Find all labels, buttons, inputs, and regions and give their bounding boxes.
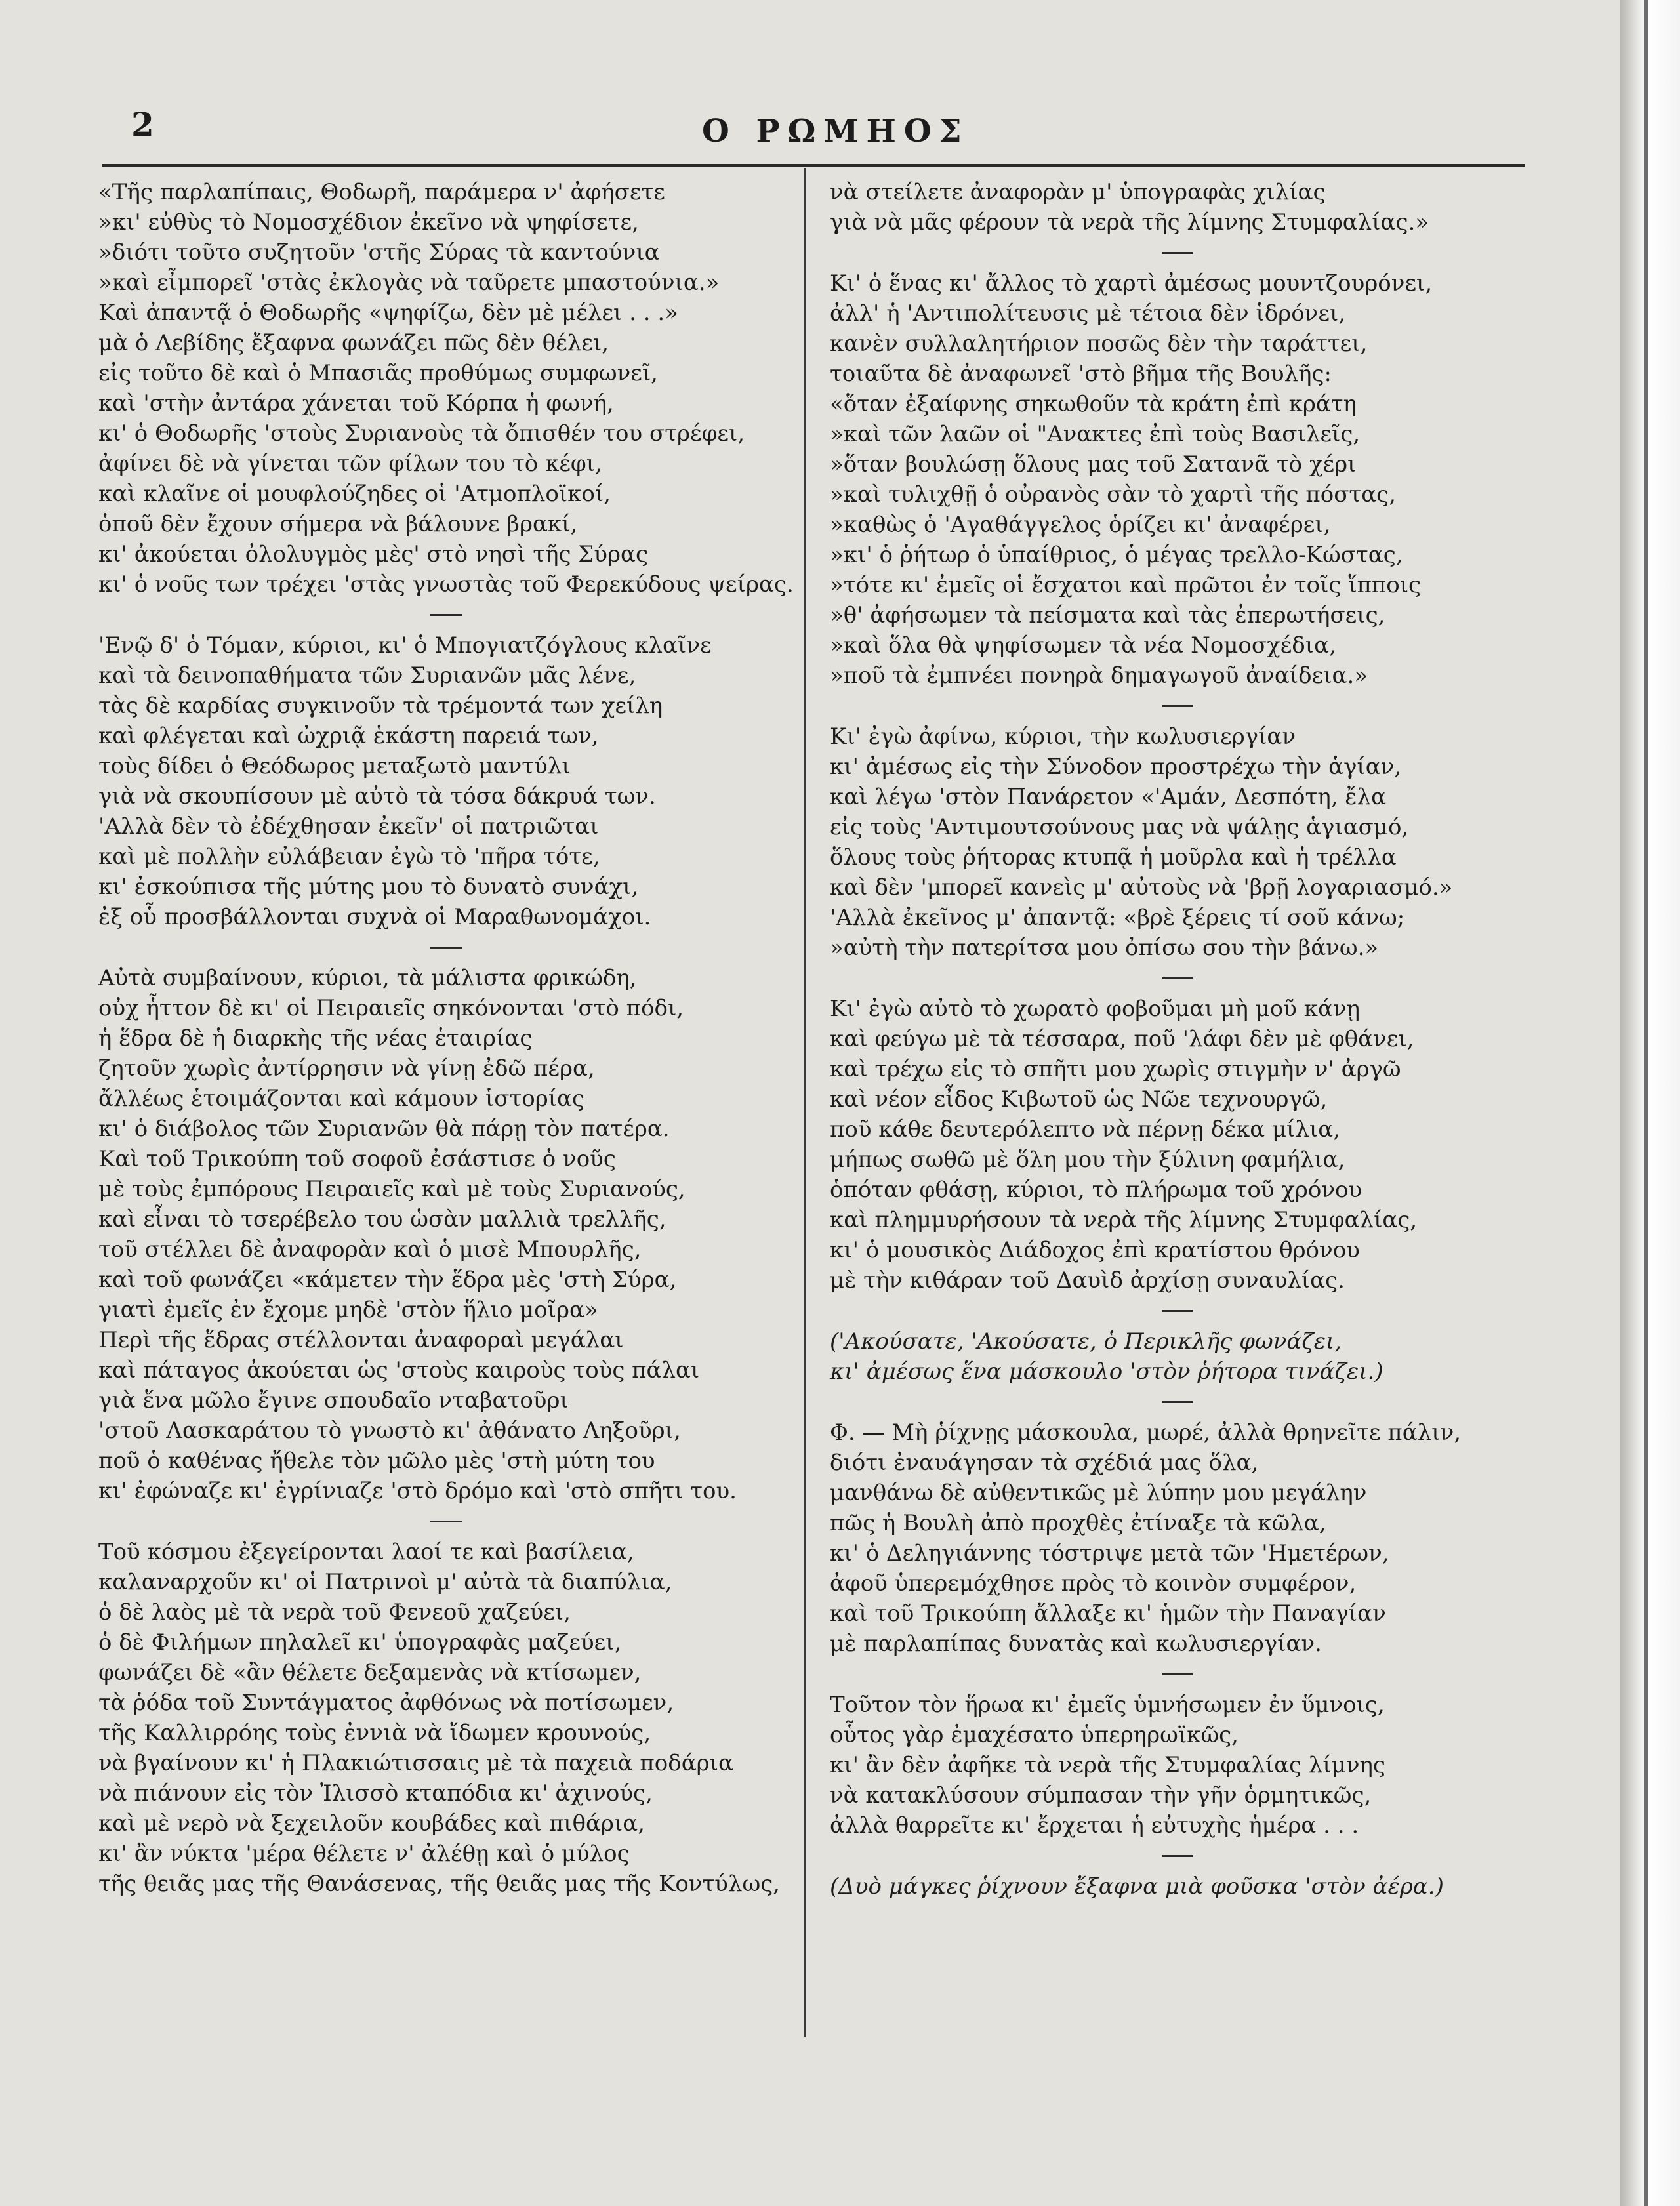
verse-line: »θ' ἀφήσωμεν τὰ πείσματα καὶ τὰς ἐπερωτήσεις, <box>830 602 1385 628</box>
verse-line: Καὶ ἀπαντᾷ ὁ Θοδωρῆς «ψηφίζω, δὲν μὲ μέλει . . .» <box>98 300 678 326</box>
verse-line: κι' ἀκούεται ὀλολυγμὸς μὲς' στὸ νησὶ τῆς Σύρας <box>98 541 648 567</box>
verse-line: κι' ἀμέσως εἰς τὴν Σύνοδον προστρέχω τὴν ἁγίαν, <box>830 754 1402 780</box>
verse-line: 'Αλλὰ δὲν τὸ ἐδέχθησαν ἐκεῖν' οἱ πατριῶται <box>98 813 599 840</box>
verse-line: (Δυὸ μάγκες ῥίχνουν ἔξαφνα μιὰ φοῦσκα 'στὸν ἀέρα.) <box>830 1873 1444 1900</box>
verse-line: κι' ἀμέσως ἕνα μάσκουλο 'στὸν ῥήτορα τινάζει.) <box>830 1358 1383 1385</box>
verse-line: ἀφίνει δὲ νὰ γίνεται τῶν φίλων του τὸ κέφι, <box>98 451 602 477</box>
column-divider <box>804 168 806 2037</box>
verse-line: »κι' ὁ ῥήτωρ ὁ ὑπαίθριος, ὁ μέγας τρελλο-Κώστας, <box>830 542 1403 568</box>
verse-line: καὶ μὲ νερὸ νὰ ξεχειλοῦν κουβάδες καὶ πιθάρια, <box>98 1810 645 1837</box>
verse-line: καὶ δὲν 'μπορεῖ κανεὶς μ' αὐτοὺς νὰ 'βρῇ λογαριασμό.» <box>830 874 1453 901</box>
verse-line: γιὰ νὰ μᾶς φέρουν τὰ νερὰ τῆς λίμνης Στυμφαλίας.» <box>830 209 1429 235</box>
verse-line: καὶ πλημμυρήσουν τὰ νερὰ τῆς λίμνης Στυμφαλίας, <box>830 1207 1418 1233</box>
verse-line: κανὲν συλλαλητήριον ποσῶς δὲν τὴν ταράττει, <box>830 331 1368 357</box>
verse-line: καὶ εἶναι τὸ τσερέβελο του ὡσὰν μαλλιὰ τρελλῆς, <box>98 1206 666 1233</box>
verse-line: φωνάζει δὲ «ἂν θέλετε δεξαμενὰς νὰ κτίσωμεν, <box>98 1660 642 1686</box>
page-edge-shadow <box>1644 0 1648 2206</box>
verse-line: κι' ἐφώναζε κι' ἐγρίνιαζε 'στὸ δρόμο καὶ 'στὸ σπῆτι του. <box>98 1478 737 1504</box>
verse-line: μήπως σωθῶ μὲ ὅλη μου τὴν ξύλινη φαμήλια, <box>830 1147 1345 1173</box>
verse-line: ἄλλέως ἑτοιμάζονται καὶ κάμουν ἱστορίας <box>98 1086 585 1112</box>
stanza-separator <box>1162 252 1193 254</box>
verse-line: εἰς τοῦτο δὲ καὶ ὁ Μπασιᾶς προθύμως συμφωνεῖ, <box>98 360 658 386</box>
verse-line: πῶς ἡ Βουλὴ ἀπὸ προχθὲς ἐτίναξε τὰ κῶλα, <box>830 1510 1326 1536</box>
verse-line: τὰς δὲ καρδίας συγκινοῦν τὰ τρέμοντά των χείλη <box>98 693 663 719</box>
verse-line: ὁ δὲ λαὸς μὲ τὰ νερὰ τοῦ Φενεοῦ χαζεύει, <box>98 1599 571 1625</box>
stanza-separator <box>1162 977 1193 979</box>
verse-line: καὶ πάταγος ἀκούεται ὡς 'στοὺς καιροὺς τοὺς πάλαι <box>98 1357 700 1383</box>
verse-line: καὶ τοῦ φωνάζει «κάμετεν τὴν ἕδρα μὲς 'στὴ Σύρα, <box>98 1267 677 1293</box>
verse-line: »ὅταν βουλώσῃ ὅλους μας τοῦ Σατανᾶ τὸ χέρι <box>830 451 1357 478</box>
verse-line: Καὶ τοῦ Τρικούπη τοῦ σοφοῦ ἐσάστισε ὁ νοῦς <box>98 1146 616 1172</box>
verse-line: νὰ στείλετε ἀναφορὰν μ' ὑπογραφὰς χιλίας <box>830 179 1326 205</box>
verse-line: οὐχ ἧττον δὲ κι' οἱ Πειραιεῖς σηκόνονται 'στὸ πόδι, <box>98 995 684 1021</box>
verse-line: γιὰ ἕνα μῶλο ἔγινε σπουδαῖο νταβατοῦρι <box>98 1387 569 1414</box>
stanza-separator <box>430 1521 462 1522</box>
verse-line: κι' ὁ μουσικὸς Διάδοχος ἐπὶ κρατίστου θρόνου <box>830 1237 1360 1263</box>
verse-line: ποῦ κάθε δευτερόλεπτο νὰ πέρνῃ δέκα μίλια, <box>830 1116 1341 1143</box>
verse-line: ἀλλ' ἡ 'Αντιπολίτευσις μὲ τέτοια δὲν ἱδρόνει, <box>830 300 1346 327</box>
verse-line: καὶ 'στὴν ἀντάρα χάνεται τοῦ Κόρπα ἡ φωνή, <box>98 390 614 417</box>
verse-line: 'στοῦ Λασκαράτου τὸ γνωστὸ κι' ἀθάνατο Ληξοῦρι, <box>98 1418 681 1444</box>
header-rule <box>102 164 1525 167</box>
verse-line: »αὐτὴ τὴν πατερίτσα μου ὀπίσω σου τὴν βάνω.» <box>830 935 1379 961</box>
verse-line: καὶ τὰ δεινοπαθήματα τῶν Συριανῶν μᾶς λένε, <box>98 663 636 689</box>
verse-line: τοῦ στέλλει δὲ ἀναφορὰν καὶ ὁ μισὲ Μπουρλῆς, <box>98 1236 642 1263</box>
verse-line: »καὶ εἶμπορεῖ 'στὰς ἐκλογὰς νὰ ταῦρετε μπαστούνια.» <box>98 270 720 296</box>
verse-line: ὅλους τοὺς ῥήτορας κτυπᾷ ἡ μοῦρλα καὶ ἡ τρέλλα <box>830 844 1397 870</box>
stanza-separator <box>430 947 462 949</box>
verse-line: μὰ ὁ Λεβίδης ἔξαφνα φωνάζει πῶς δὲν θέλει, <box>98 330 609 356</box>
verse-line: μὲ τὴν κιθάραν τοῦ Δαυὶδ ἀρχίσῃ συναυλίας. <box>830 1267 1345 1294</box>
verse-line: 'Αλλὰ ἐκεῖνος μ' ἀπαντᾷ: «βρὲ ξέρεις τί σοῦ κάνω; <box>830 905 1405 931</box>
verse-line: τῆς θειᾶς μας τῆς Θανάσενας, τῆς θειᾶς μας τῆς Κοντύλως, <box>98 1871 781 1897</box>
verse-line: κι' ἂν δὲν ἀφῆκε τὰ νερὰ τῆς Στυμφαλίας λίμνης <box>830 1752 1385 1778</box>
verse-line: Αὐτὰ συμβαίνουν, κύριοι, τὰ μάλιστα φρικώδη, <box>98 965 637 991</box>
verse-line: ἡ ἕδρα δὲ ἡ διαρκὴς τῆς νέας ἑταιρίας <box>98 1025 533 1052</box>
verse-line: κι' ἂν νύκτα 'μέρα θέλετε ν' ἀλέθῃ καὶ ὁ μύλος <box>98 1841 630 1867</box>
verse-line: ἐξ οὗ προσβάλλονται συχνὰ οἱ Μαραθωνομάχοι. <box>98 904 651 930</box>
stanza-separator <box>1162 1855 1193 1857</box>
verse-line: Κι' ὁ ἕνας κι' ἄλλος τὸ χαρτὶ ἀμέσως μουντζουρόνει, <box>830 270 1433 296</box>
masthead-title: Ο ΡΩΜΗΟΣ <box>702 113 970 150</box>
verse-line: Τοῦ κόσμου ἐξεγείρονται λαοί τε καὶ βασίλεια, <box>98 1539 634 1565</box>
verse-line: τοὺς δίδει ὁ Θεόδωρος μεταξωτὸ μαντύλι <box>98 753 571 779</box>
verse-line: καὶ μὲ πολλὴν εὐλάβειαν ἐγὼ τὸ 'πῆρα τότε, <box>98 844 600 870</box>
verse-line: κι' ἐσκούπισα τῆς μύτης μου τὸ δυνατὸ συνάχι, <box>98 874 639 900</box>
verse-line: μὲ τοὺς ἐμπόρους Πειραιεῖς καὶ μὲ τοὺς Συριανούς, <box>98 1176 686 1202</box>
verse-line: ἀφοῦ ὑπερεμόχθησε πρὸς τὸ κοινὸν συμφέρον, <box>830 1570 1357 1597</box>
verse-line: καλαναρχοῦν κι' οἱ Πατρινοὶ μ' αὐτὰ τὰ διαπύλια, <box>98 1569 672 1595</box>
stanza-separator <box>1162 1310 1193 1312</box>
verse-line: ὁ δὲ Φιλήμων πηλαλεῖ κι' ὑπογραφὰς μαζεύει, <box>98 1629 622 1656</box>
verse-line: καὶ φεύγω μὲ τὰ τέσσαρα, ποῦ 'λάφι δὲν μὲ φθάνει, <box>830 1026 1414 1052</box>
text-column-right <box>830 177 1525 1902</box>
verse-line: «Τῆς παρλαπίπαις, Θοδωρῆ, παράμερα ν' ἀφήσετε <box>98 179 665 205</box>
verse-line: καὶ τοῦ Τρικούπη ἄλλαξε κι' ἡμῶν τὴν Παναγίαν <box>830 1601 1386 1627</box>
verse-line: νὰ βγαίνουν κι' ἡ Πλακιώτισσαις μὲ τὰ παχειὰ ποδάρια <box>98 1750 733 1776</box>
verse-line: νὰ κατακλύσουν σύμπασαν τὴν γῆν ὁρμητικῶς, <box>830 1782 1372 1808</box>
verse-line: Περὶ τῆς ἕδρας στέλλονται ἀναφοραὶ μεγάλαι <box>98 1327 624 1353</box>
verse-line: »καθὼς ὁ 'Αγαθάγγελος ὁρίζει κι' ἀναφέρει, <box>830 512 1331 538</box>
stanza-separator <box>430 614 462 616</box>
verse-line: γιὰ νὰ σκουπίσουν μὲ αὐτὸ τὰ τόσα δάκρυά των. <box>98 783 656 809</box>
text-column-left <box>98 177 794 1899</box>
verse-line: τῆς Καλλιρρόης τοὺς ἐννιὰ νὰ ἴδωμεν κρουνούς, <box>98 1720 651 1746</box>
verse-line: κι' ὁ νοῦς των τρέχει 'στὰς γνωστὰς τοῦ Φερεκύδους ψείρας. <box>98 571 794 598</box>
verse-line: ἀλλὰ θαρρεῖτε κι' ἔρχεται ἡ εὐτυχὴς ἡμέρα . . . <box>830 1812 1359 1839</box>
stanza-separator <box>1162 1401 1193 1403</box>
verse-line: καὶ κλαῖνε οἱ μουφλούζηδες οἱ 'Ατμοπλοϊκοί, <box>98 481 611 507</box>
verse-line: »καὶ τυλιχθῇ ὁ οὐρανὸς σὰν τὸ χαρτὶ τῆς πόστας, <box>830 481 1397 508</box>
verse-line: Κι' ἐγὼ αὐτὸ τὸ χωρατὸ φοβοῦμαι μὴ μοῦ κάνῃ <box>830 996 1360 1022</box>
page-edge <box>1620 0 1680 2206</box>
verse-line: καὶ φλέγεται καὶ ὠχριᾷ ἑκάστη παρειά των, <box>98 723 599 749</box>
verse-line: κι' ὁ Δεληγιάννης τόστριψε μετὰ τῶν 'Ημετέρων, <box>830 1540 1389 1566</box>
verse-line: καὶ νέον εἶδος Κιβωτοῦ ὡς Νῶε τεχνουργῶ, <box>830 1086 1328 1113</box>
verse-line: Φ. — Μὴ ῥίχνῃς μάσκουλα, μωρέ, ἀλλὰ θρηνεῖτε πάλιν, <box>830 1420 1462 1446</box>
verse-line: »καὶ τῶν λαῶν οἱ "Ανακτες ἐπὶ τοὺς Βασιλεῖς, <box>830 421 1361 447</box>
verse-line: ('Ακούσατε, 'Ακούσατε, ὁ Περικλῆς φωνάζει, <box>830 1328 1342 1355</box>
verse-line: »τότε κι' ἐμεῖς οἱ ἔσχατοι καὶ πρῶτοι ἐν τοῖς ἵπποις <box>830 572 1422 598</box>
stanza-separator <box>1162 1673 1193 1675</box>
verse-line: τοιαῦτα δὲ ἀναφωνεῖ 'στὸ βῆμα τῆς Βουλῆς: <box>830 361 1332 387</box>
verse-line: κι' ὁ διάβολος τῶν Συριανῶν θὰ πάρῃ τὸν πατέρα. <box>98 1116 670 1142</box>
verse-line: Τοῦτον τὸν ἥρωα κι' ἐμεῖς ὑμνήσωμεν ἐν ὕμνοις, <box>830 1692 1385 1718</box>
verse-line: διότι ἐναυάγησαν τὰ σχέδιά μας ὅλα, <box>830 1450 1259 1476</box>
verse-line: »ποῦ τὰ ἐμπνέει πονηρὰ δημαγωγοῦ ἀναίδεια.» <box>830 663 1368 689</box>
verse-line: ὁπόταν φθάσῃ, κύριοι, τὸ πλήρωμα τοῦ χρόνου <box>830 1177 1362 1203</box>
page-number: 2 <box>131 105 154 144</box>
verse-line: ὁποῦ δὲν ἔχουν σήμερα νὰ βάλουνε βρακί, <box>98 511 578 537</box>
verse-line: κι' ὁ Θοδωρῆς 'στοὺς Συριανοὺς τὰ ὄπισθέν του στρέφει, <box>98 420 745 447</box>
verse-line: γιατὶ ἐμεῖς ἐν ἔχομε μηδὲ 'στὸν ἥλιο μοῖρα» <box>98 1297 598 1323</box>
verse-line: τὰ ῥόδα τοῦ Συντάγματος ἀφθόνως νὰ ποτίσωμεν, <box>98 1690 674 1716</box>
stanza-separator <box>1162 705 1193 707</box>
verse-line: Κι' ἐγὼ ἀφίνω, κύριοι, τὴν κωλυσιεργίαν <box>830 724 1296 750</box>
verse-line: »διότι τοῦτο συζητοῦν 'στῆς Σύρας τὰ καντούνια <box>98 239 660 266</box>
verse-line: »κι' εὐθὺς τὸ Νομοσχέδιον ἐκεῖνο νὰ ψηφίσετε, <box>98 209 639 235</box>
verse-line: ποῦ ὁ καθένας ἤθελε τὸν μῶλο μὲς 'στὴ μύτη του <box>98 1448 655 1474</box>
verse-line: καὶ λέγω 'στὸν Πανάρετον «'Αμάν, Δεσπότη, ἔλα <box>830 784 1387 810</box>
verse-line: εἰς τοὺς 'Αντιμουτσούνους μας νὰ ψάλῃς ἁγιασμό, <box>830 814 1409 840</box>
verse-line: «ὅταν ἐξαίφνης σηκωθοῦν τὰ κράτη ἐπὶ κράτη <box>830 391 1357 417</box>
verse-line: νὰ πιάνουν εἰς τὸν Ἰλισσὸ κταπόδια κι' ἀχινούς, <box>98 1780 653 1807</box>
verse-line: ζητοῦν χωρὶς ἀντίρρησιν νὰ γίνῃ ἐδῶ πέρα, <box>98 1055 595 1082</box>
verse-line: »καὶ ὅλα θὰ ψηφίσωμεν τὰ νέα Νομοσχέδια, <box>830 632 1336 659</box>
verse-line: μὲ παρλαπίπας δυνατὰς καὶ κωλυσιεργίαν. <box>830 1631 1322 1657</box>
verse-line: 'Ενῷ δ' ὁ Τόμαν, κύριοι, κι' ὁ Μπογιατζόγλους κλαῖνε <box>98 632 712 659</box>
verse-line: μανθάνω δὲ αὐθεντικῶς μὲ λύπην μου μεγάλην <box>830 1480 1367 1506</box>
verse-line: καὶ τρέχω εἰς τὸ σπῆτι μου χωρὶς στιγμὴν ν' ἀργῶ <box>830 1056 1401 1082</box>
verse-line: οὗτος γὰρ ἐμαχέσατο ὑπερηρωϊκῶς, <box>830 1722 1239 1748</box>
